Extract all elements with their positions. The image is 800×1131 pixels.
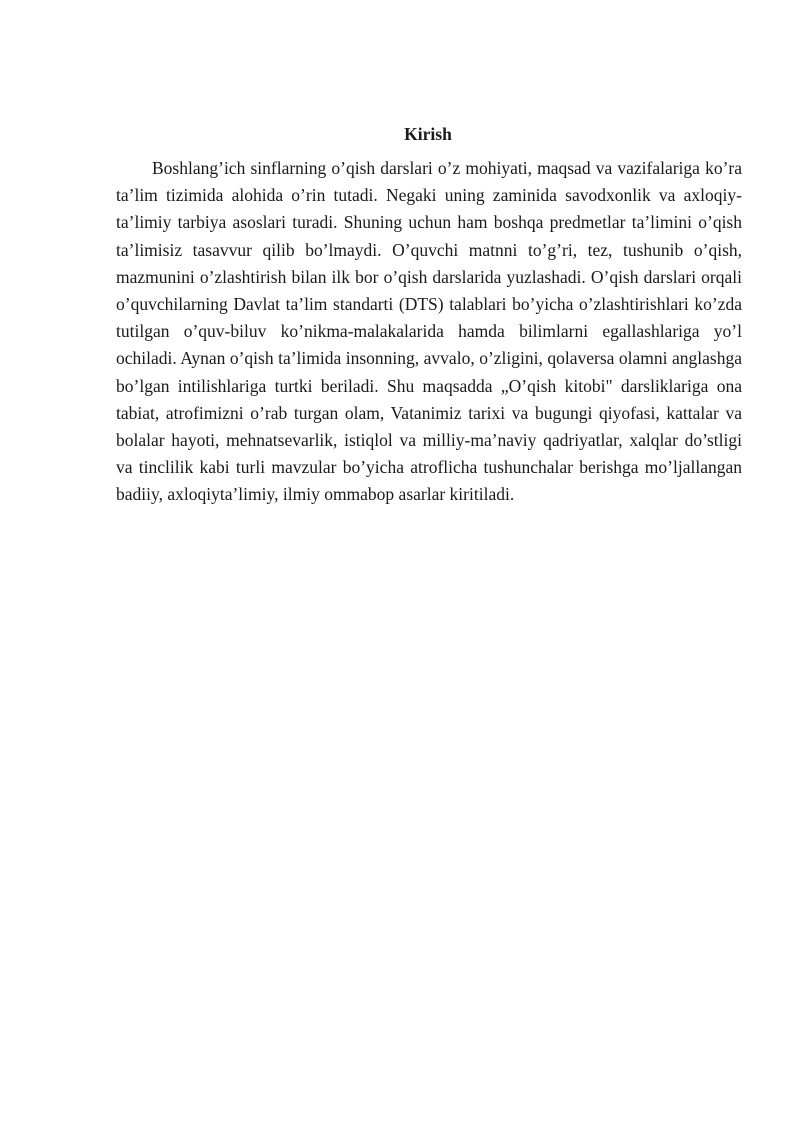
body-paragraph: Boshlang’ich sinflarning o’qish darslari o’z mohiyati, maqsad va vazifalariga ko’ra ta’lim tizimida alohida o’rin tutadi. Negaki uning zaminida savodxonlik va axloqiy-ta’limiy tarbiya asoslari turadi. Shuning uchun ham boshqa predmetlar ta’limini o’qish ta’limisiz tasavvur qilib bo’lmaydi. O’quvchi matnni to’g’ri, tez, tushunib o’qish, mazmunini o’zlashtirish bilan ilk bor o’qish darslarida yuzlashadi. O’qish darslari orqali o’quvchilarning Davlat ta’lim standarti (DTS) talablari bo’yicha o’zlashtirishlari ko’zda tutilgan o’quv-biluv ko’nikma-malakalarida hamda bilimlarni egallashlariga yo’l ochiladi. Aynan o’qish ta’limida insonning, avvalo, o’zligini, qolaversa olamni anglashga bo’lgan intilishlariga turtki beriladi. Shu maqsadda „O’qish kitobi" darsliklariga ona tabiat, atrofimizni o’rab turgan olam, Vatanimiz tarixi va bugungi qiyofasi, kattalar va bolalar hayoti, mehnatsevarlik, istiqlol va milliy-ma’naviy qadriyatlar, xalqlar do’stligi va tinclilik kabi turli mavzular bo’yicha atroflicha tushunchalar berishga mo’ljallangan badiiy, axloqiyta’limiy, ilmiy ommabop asarlar kiritiladi. <box>116 158 742 505</box>
page-title: Kirish <box>404 124 452 144</box>
